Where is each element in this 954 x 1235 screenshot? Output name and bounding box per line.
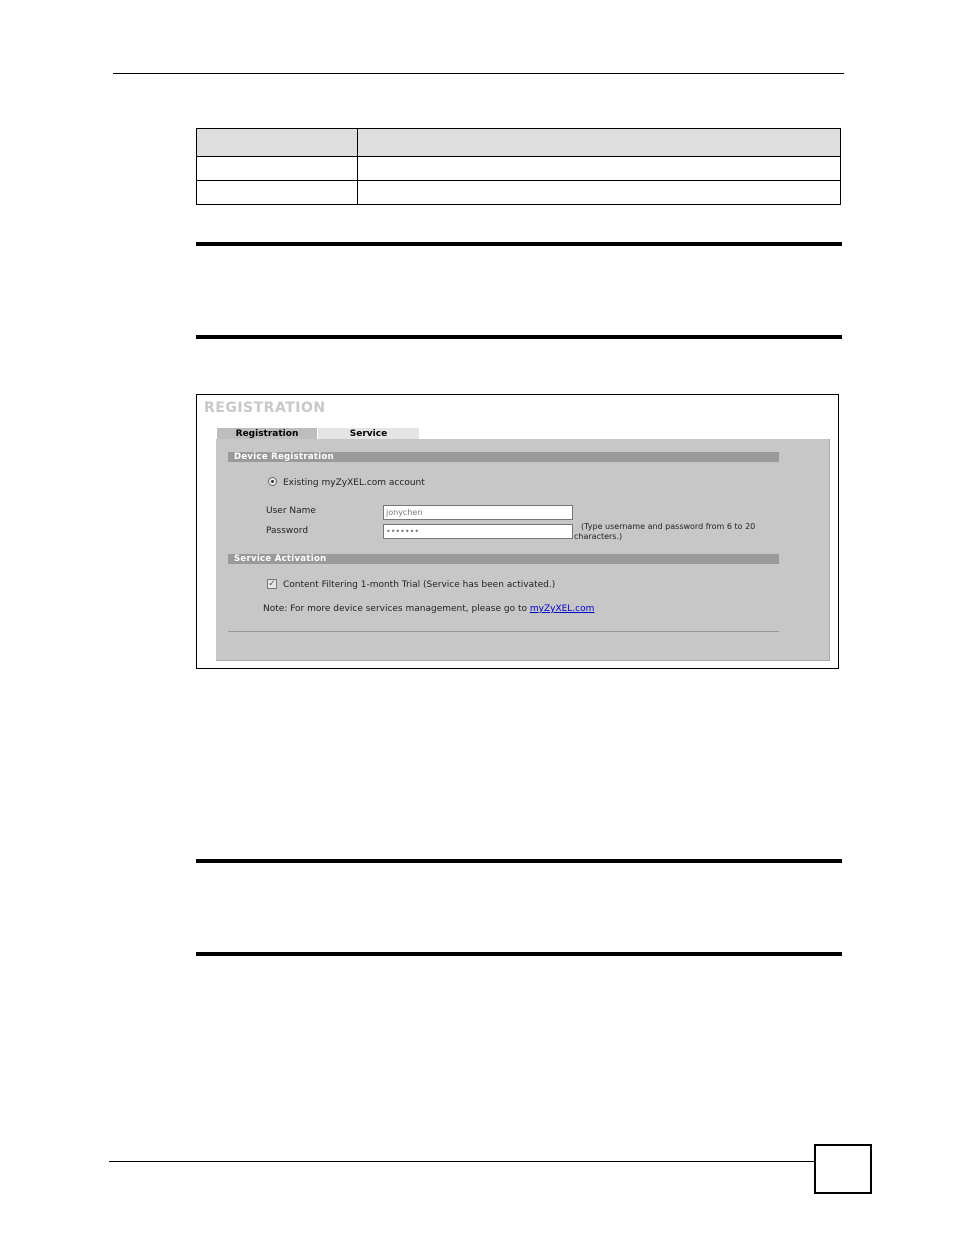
password-label: Password	[266, 526, 309, 536]
service-activation-header: Service Activation	[228, 554, 779, 564]
page-number-box	[814, 1144, 872, 1194]
page-title: REGISTRATION	[204, 400, 326, 416]
existing-account-radio[interactable]	[268, 477, 277, 486]
service-note	[263, 604, 594, 614]
service-note-text: Note: For more device services management, please go to	[263, 604, 530, 614]
reference-table	[196, 128, 841, 205]
note-rule-top	[196, 242, 842, 246]
table-header-row	[197, 129, 840, 157]
registration-panel	[216, 439, 830, 661]
tab-service[interactable]: Service	[318, 428, 419, 440]
username-input[interactable]: jonychen	[383, 505, 573, 520]
table-column-divider	[357, 129, 358, 204]
footer-rule	[109, 1161, 815, 1162]
password-input[interactable]: •••••••	[383, 524, 573, 539]
header-rule	[113, 73, 844, 74]
device-registration-header: Device Registration	[228, 452, 779, 462]
credential-hint-line1: (Type username and password from 6 to 20	[581, 522, 756, 531]
panel-divider	[228, 631, 779, 632]
tab-registration[interactable]: Registration	[217, 428, 317, 440]
credential-hint-line2: characters.)	[574, 532, 623, 541]
content-filtering-label: Content Filtering 1-month Trial (Service has been activated.)	[283, 580, 556, 590]
username-label: User Name	[266, 506, 316, 516]
note2-rule-top	[196, 859, 842, 863]
registration-screenshot	[196, 394, 839, 669]
myzyxel-link[interactable]: myZyXEL.com	[529, 604, 595, 614]
table-row-divider	[197, 180, 840, 181]
note-rule-bottom	[196, 335, 842, 339]
note2-rule-bottom	[196, 952, 842, 956]
existing-account-label: Existing myZyXEL.com account	[283, 478, 425, 488]
content-filtering-checkbox[interactable]: ✓	[268, 579, 276, 589]
